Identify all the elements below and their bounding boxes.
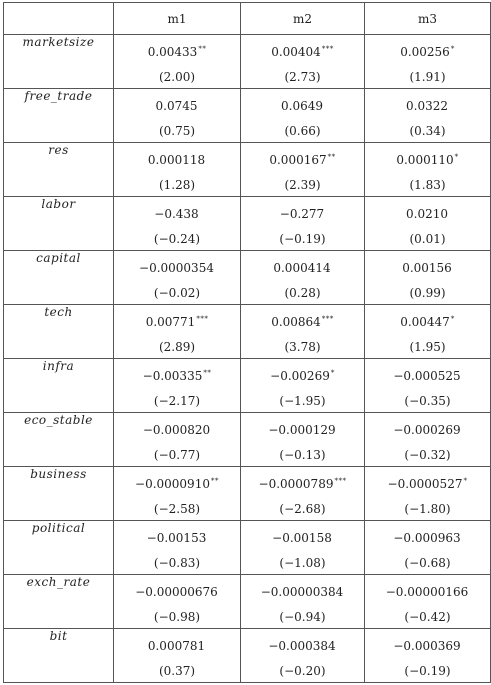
coefficient-value: −0.00335: [142, 369, 203, 383]
coefficient-value: 0.000781: [147, 639, 206, 653]
coefficient-value: −0.0000354: [139, 261, 214, 275]
coefficient-line: [365, 474, 490, 491]
header-cell-variable: [4, 3, 114, 35]
coefficient-value: 0.00447: [400, 315, 450, 329]
result-cell-m2: [241, 89, 365, 143]
result-cell-m2: [241, 35, 365, 89]
result-cell-m3: [365, 629, 491, 683]
table-body: [4, 35, 491, 683]
t-statistic: (−0.24): [153, 232, 201, 246]
t-statistic: (−0.19): [404, 664, 451, 678]
significance-stars: ***: [334, 477, 347, 485]
result-cell-m1: [114, 89, 241, 143]
coefficient-value: −0.000129: [268, 423, 336, 437]
coefficient-value: −0.00000384: [260, 585, 344, 599]
variable-name: eco_stable: [4, 413, 114, 467]
coefficient-value: 0.00864: [271, 315, 321, 329]
coefficient-line: [241, 258, 364, 275]
result-cell-m1: [114, 197, 241, 251]
coefficient-line: [241, 312, 364, 329]
result-cell-m3: [365, 305, 491, 359]
coefficient-line: [241, 42, 364, 59]
result-cell-m2: [241, 521, 365, 575]
coefficient-value: −0.277: [279, 207, 325, 221]
t-statistic: (−0.32): [404, 448, 451, 462]
t-statistic: (−0.02): [153, 286, 201, 300]
result-cell-m3: [365, 413, 491, 467]
result-cell-m2: [241, 359, 365, 413]
variable-name: labor: [4, 197, 114, 251]
t-statistic: (−0.13): [279, 448, 326, 462]
result-cell-m3: [365, 251, 491, 305]
variable-name: bit: [4, 629, 114, 683]
coefficient-value: −0.000820: [142, 423, 211, 437]
significance-stars: **: [210, 477, 219, 485]
table-row: [4, 89, 491, 143]
t-statistic: (2.73): [284, 70, 321, 84]
table-row: [4, 467, 491, 521]
result-cell-m2: [241, 467, 365, 521]
coefficient-value: 0.0745: [155, 99, 198, 113]
coefficient-line: [114, 528, 240, 545]
coefficient-value: 0.0649: [281, 99, 323, 113]
variable-name: infra: [4, 359, 114, 413]
coefficient-line: [241, 528, 364, 545]
table-header: [4, 3, 491, 35]
coefficient-value: −0.000269: [393, 423, 461, 437]
coefficient-line: [365, 204, 490, 221]
coefficient-line: [241, 366, 364, 383]
t-statistic: (−0.68): [404, 556, 451, 570]
coefficient-value: 0.0322: [406, 99, 448, 113]
t-statistic: (−0.77): [153, 448, 201, 462]
coefficient-value: −0.0000910: [135, 477, 210, 491]
significance-stars: ***: [196, 315, 209, 323]
t-statistic: (−2.58): [153, 502, 201, 516]
t-statistic: (0.66): [284, 124, 321, 138]
t-statistic: (−1.95): [279, 394, 326, 408]
t-statistic: (1.95): [409, 340, 446, 354]
t-statistic: (0.34): [409, 124, 446, 138]
coefficient-value: −0.00269: [270, 369, 330, 383]
result-cell-m1: [114, 251, 241, 305]
t-statistic: (0.99): [409, 286, 446, 300]
result-cell-m1: [114, 305, 241, 359]
coefficient-line: [114, 420, 240, 437]
result-cell-m1: [114, 413, 241, 467]
result-cell-m3: [365, 575, 491, 629]
t-statistic: (−1.08): [279, 556, 326, 570]
significance-stars: **: [327, 153, 336, 161]
significance-stars: **: [203, 369, 212, 377]
t-statistic: (−0.20): [279, 664, 326, 678]
significance-stars: *: [454, 153, 459, 161]
coefficient-line: [365, 636, 490, 653]
coefficient-line: [241, 474, 364, 491]
t-statistic: (−0.94): [279, 610, 326, 624]
t-statistic: (0.75): [158, 124, 196, 138]
significance-stars: *: [450, 45, 455, 53]
coefficient-line: [241, 420, 364, 437]
table-row: [4, 251, 491, 305]
result-cell-m1: [114, 575, 241, 629]
result-cell-m2: [241, 575, 365, 629]
result-cell-m2: [241, 197, 365, 251]
coefficient-line: [241, 96, 364, 113]
coefficient-value: −0.000369: [393, 639, 461, 653]
coefficient-line: [365, 528, 490, 545]
result-cell-m2: [241, 251, 365, 305]
t-statistic: (0.28): [284, 286, 321, 300]
t-statistic: (−0.19): [279, 232, 326, 246]
coefficient-value: 0.00404: [271, 45, 321, 59]
t-statistic: (0.37): [158, 664, 196, 678]
variable-name: political: [4, 521, 114, 575]
coefficient-value: 0.000118: [147, 153, 206, 167]
table-row: [4, 143, 491, 197]
coefficient-value: 0.000414: [273, 261, 331, 275]
header-cell-m1: m1: [114, 3, 241, 35]
significance-stars: *: [450, 315, 455, 323]
coefficient-line: [114, 366, 240, 383]
table-row: [4, 521, 491, 575]
result-cell-m2: [241, 629, 365, 683]
header-cell-m3: m3: [365, 3, 491, 35]
coefficient-line: [114, 582, 240, 599]
coefficient-value: 0.0210: [406, 207, 448, 221]
coefficient-line: [365, 312, 490, 329]
significance-stars: *: [330, 369, 335, 377]
coefficient-line: [114, 636, 240, 653]
table-row: [4, 35, 491, 89]
table-row: [4, 197, 491, 251]
t-statistic: (3.78): [284, 340, 321, 354]
coefficient-value: −0.00000676: [135, 585, 218, 599]
table-row: [4, 413, 491, 467]
table-row: [4, 575, 491, 629]
coefficient-line: [365, 258, 490, 275]
coefficient-value: −0.00000166: [385, 585, 469, 599]
result-cell-m3: [365, 35, 491, 89]
coefficient-value: 0.00156: [402, 261, 452, 275]
coefficient-line: [365, 582, 490, 599]
variable-name: business: [4, 467, 114, 521]
header-row: [4, 3, 491, 35]
coefficient-line: [114, 312, 240, 329]
result-cell-m1: [114, 521, 241, 575]
result-cell-m1: [114, 35, 241, 89]
result-cell-m2: [241, 413, 365, 467]
coefficient-line: [241, 204, 364, 221]
result-cell-m2: [241, 143, 365, 197]
variable-name: tech: [4, 305, 114, 359]
variable-name: res: [4, 143, 114, 197]
result-cell-m1: [114, 467, 241, 521]
coefficient-line: [114, 258, 240, 275]
coefficient-value: −0.00158: [272, 531, 332, 545]
result-cell-m2: [241, 305, 365, 359]
result-cell-m3: [365, 89, 491, 143]
table-row: [4, 359, 491, 413]
variable-name: exch_rate: [4, 575, 114, 629]
coefficient-line: [241, 582, 364, 599]
coefficient-line: [114, 42, 240, 59]
t-statistic: (−2.68): [279, 502, 326, 516]
variable-name: capital: [4, 251, 114, 305]
coefficient-line: [365, 42, 490, 59]
coefficient-line: [114, 474, 240, 491]
result-cell-m1: [114, 629, 241, 683]
coefficient-value: −0.438: [154, 207, 199, 221]
result-cell-m3: [365, 143, 491, 197]
table-row: [4, 305, 491, 359]
coefficient-line: [114, 150, 240, 167]
coefficient-value: −0.000963: [393, 531, 461, 545]
t-statistic: (−0.83): [153, 556, 201, 570]
coefficient-line: [365, 96, 490, 113]
coefficient-value: 0.00433: [147, 45, 198, 59]
t-statistic: (2.00): [158, 70, 196, 84]
coefficient-line: [365, 366, 490, 383]
coefficient-value: 0.000110: [396, 153, 454, 167]
t-statistic: (−0.98): [153, 610, 201, 624]
coefficient-value: −0.00153: [146, 531, 207, 545]
coefficient-value: 0.00771: [145, 315, 196, 329]
coefficient-value: −0.000384: [268, 639, 336, 653]
coefficient-line: [365, 150, 490, 167]
t-statistic: (−1.80): [404, 502, 451, 516]
coefficient-line: [365, 420, 490, 437]
coefficient-line: [241, 636, 364, 653]
t-statistic: (2.89): [158, 340, 196, 354]
coefficient-line: [241, 150, 364, 167]
t-statistic: (1.28): [158, 178, 196, 192]
result-cell-m3: [365, 359, 491, 413]
coefficient-value: 0.00256: [400, 45, 450, 59]
t-statistic: (1.91): [409, 70, 446, 84]
variable-name: free_trade: [4, 89, 114, 143]
coefficient-value: −0.000525: [393, 369, 461, 383]
variable-name: marketsize: [4, 35, 114, 89]
result-cell-m1: [114, 143, 241, 197]
t-statistic: (−0.35): [404, 394, 451, 408]
significance-stars: ***: [321, 45, 334, 53]
result-cell-m1: [114, 359, 241, 413]
significance-stars: *: [463, 477, 468, 485]
coefficient-line: [114, 204, 240, 221]
regression-table: [3, 2, 491, 683]
significance-stars: **: [198, 45, 207, 53]
significance-stars: ***: [321, 315, 334, 323]
coefficient-line: [114, 96, 240, 113]
t-statistic: (2.39): [284, 178, 321, 192]
table-row: [4, 629, 491, 683]
result-cell-m3: [365, 467, 491, 521]
coefficient-value: −0.0000527: [387, 477, 463, 491]
header-cell-m2: m2: [241, 3, 365, 35]
t-statistic: (−2.17): [153, 394, 201, 408]
t-statistic: (1.83): [409, 178, 446, 192]
coefficient-value: −0.0000789: [258, 477, 334, 491]
t-statistic: (−0.42): [404, 610, 451, 624]
result-cell-m3: [365, 197, 491, 251]
t-statistic: (0.01): [409, 232, 446, 246]
result-cell-m3: [365, 521, 491, 575]
coefficient-value: 0.000167: [269, 153, 327, 167]
